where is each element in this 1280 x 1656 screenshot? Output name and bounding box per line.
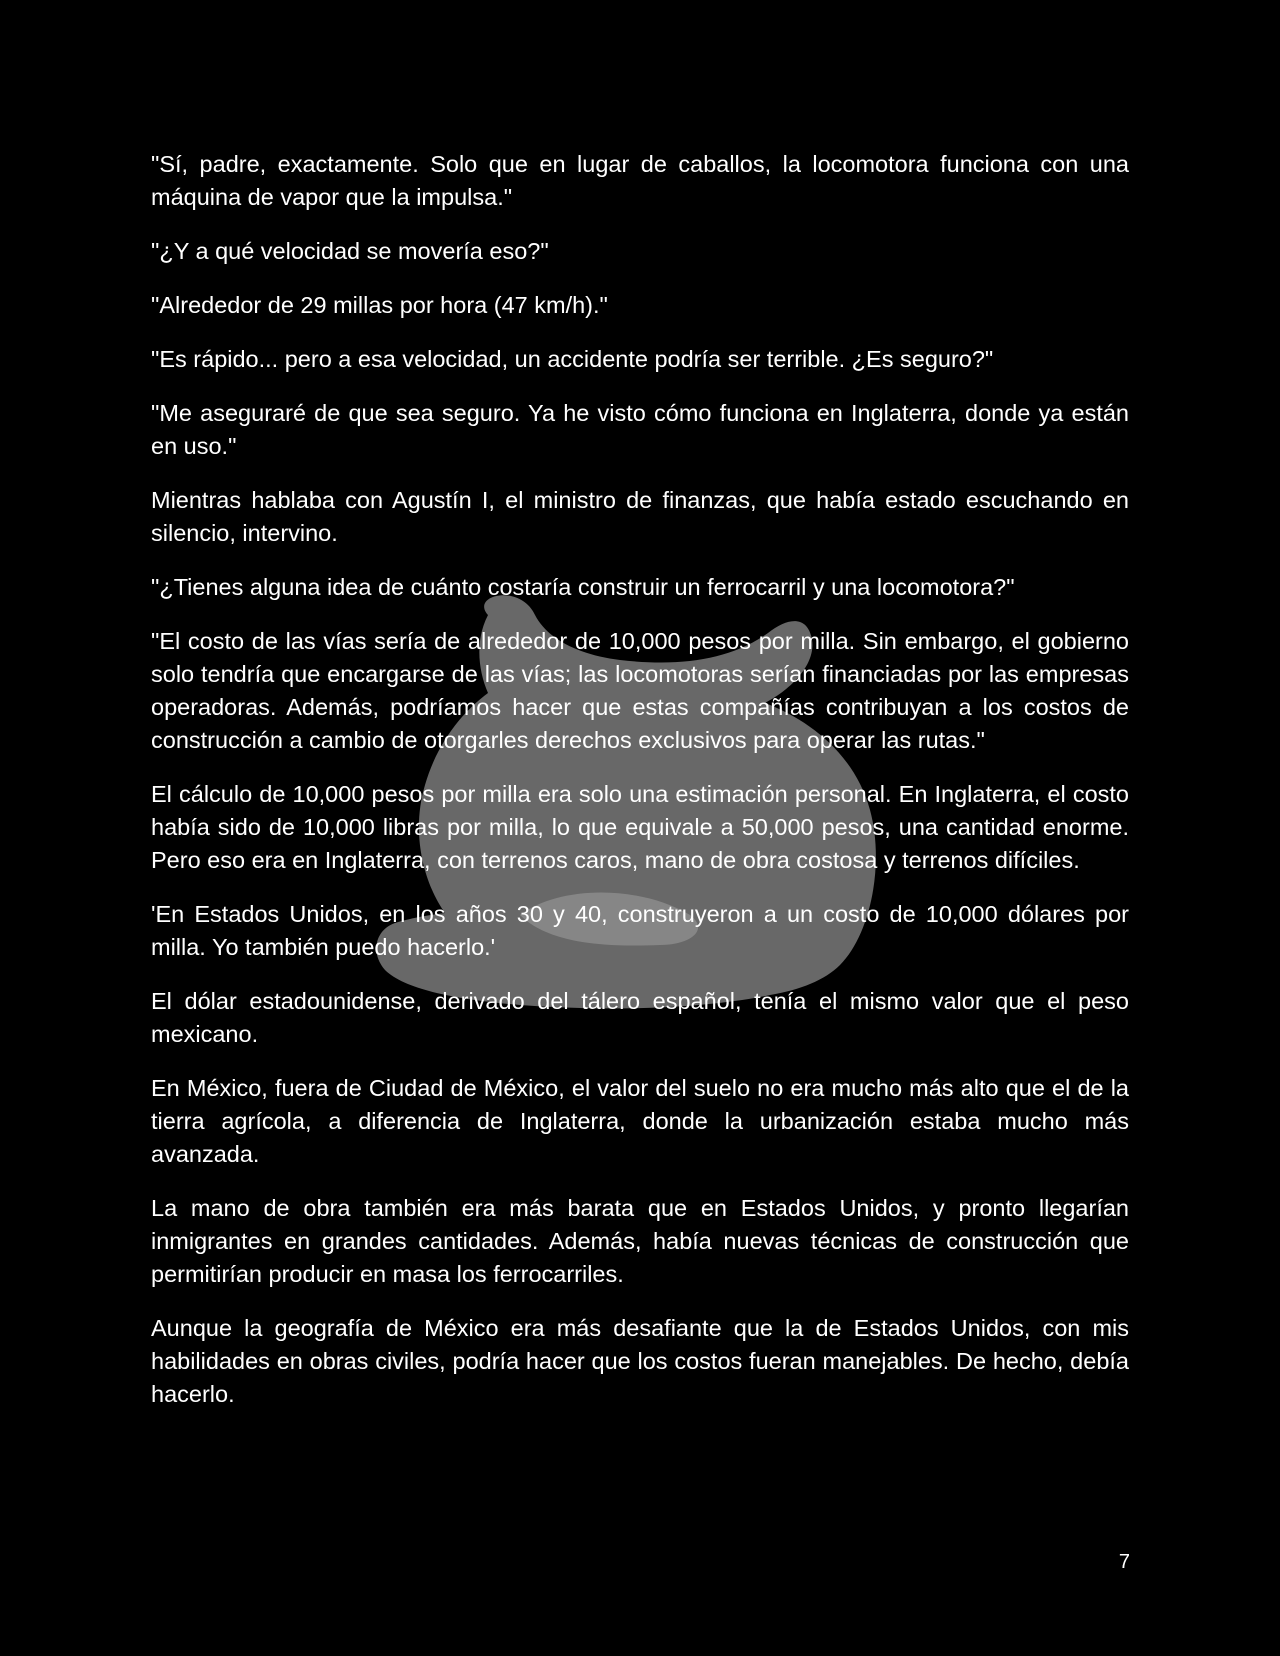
page-number: 7 <box>1118 1551 1130 1573</box>
paragraph: La mano de obra también era más barata que en Estados Unidos, y pronto llegarían inmigrantes en grandes cantidades. Además, había nuevas técnicas de construcción que permitirían producir en masa los ferrocarriles. <box>151 1195 1129 1287</box>
paragraph: "Me aseguraré de que sea seguro. Ya he visto cómo funciona en Inglaterra, donde ya están en uso." <box>151 400 1129 459</box>
paragraph: "Alrededor de 29 millas por hora (47 km/h)." <box>151 292 608 318</box>
paragraph: "¿Y a qué velocidad se movería eso?" <box>151 238 549 264</box>
paragraph: Mientras hablaba con Agustín I, el ministro de finanzas, que había estado escuchando en silencio, intervino. <box>151 487 1129 546</box>
paragraph: 'En Estados Unidos, en los años 30 y 40, construyeron a un costo de 10,000 dólares por milla. Yo también puedo hacerlo.' <box>151 901 1129 960</box>
body-text <box>151 148 1129 1432</box>
paragraph: "El costo de las vías sería de alrededor de 10,000 pesos por milla. Sin embargo, el gobierno solo tendría que encargarse de las vías; las locomotoras serían financiadas por las empresas operadoras. Además, podríamos hacer que estas compañías contribuyan a los costos de construcción a cambio de otorgarles derechos exclusivos para operar las rutas." <box>151 628 1129 753</box>
paragraph: En México, fuera de Ciudad de México, el valor del suelo no era mucho más alto que el de la tierra agrícola, a diferencia de Inglaterra, donde la urbanización estaba mucho más avanzada. <box>151 1075 1129 1167</box>
paragraph: "Es rápido... pero a esa velocidad, un accidente podría ser terrible. ¿Es seguro?" <box>151 346 994 372</box>
paragraph: El cálculo de 10,000 pesos por milla era solo una estimación personal. En Inglaterra, el costo había sido de 10,000 libras por milla, lo que equivale a 50,000 pesos, una cantidad enorme. Pero eso era en Inglaterra, con terrenos caros, mano de obra costosa y terrenos difíciles. <box>151 781 1129 873</box>
paragraph: Aunque la geografía de México era más desafiante que la de Estados Unidos, con mis habilidades en obras civiles, podría hacer que los costos fueran manejables. De hecho, debía hacerlo. <box>151 1315 1129 1407</box>
paragraph: "Sí, padre, exactamente. Solo que en lugar de caballos, la locomotora funciona con una máquina de vapor que la impulsa." <box>151 151 1129 210</box>
paragraph: El dólar estadounidense, derivado del tálero español, tenía el mismo valor que el peso mexicano. <box>151 988 1129 1047</box>
paragraph: "¿Tienes alguna idea de cuánto costaría construir un ferrocarril y una locomotora?" <box>151 574 1015 600</box>
